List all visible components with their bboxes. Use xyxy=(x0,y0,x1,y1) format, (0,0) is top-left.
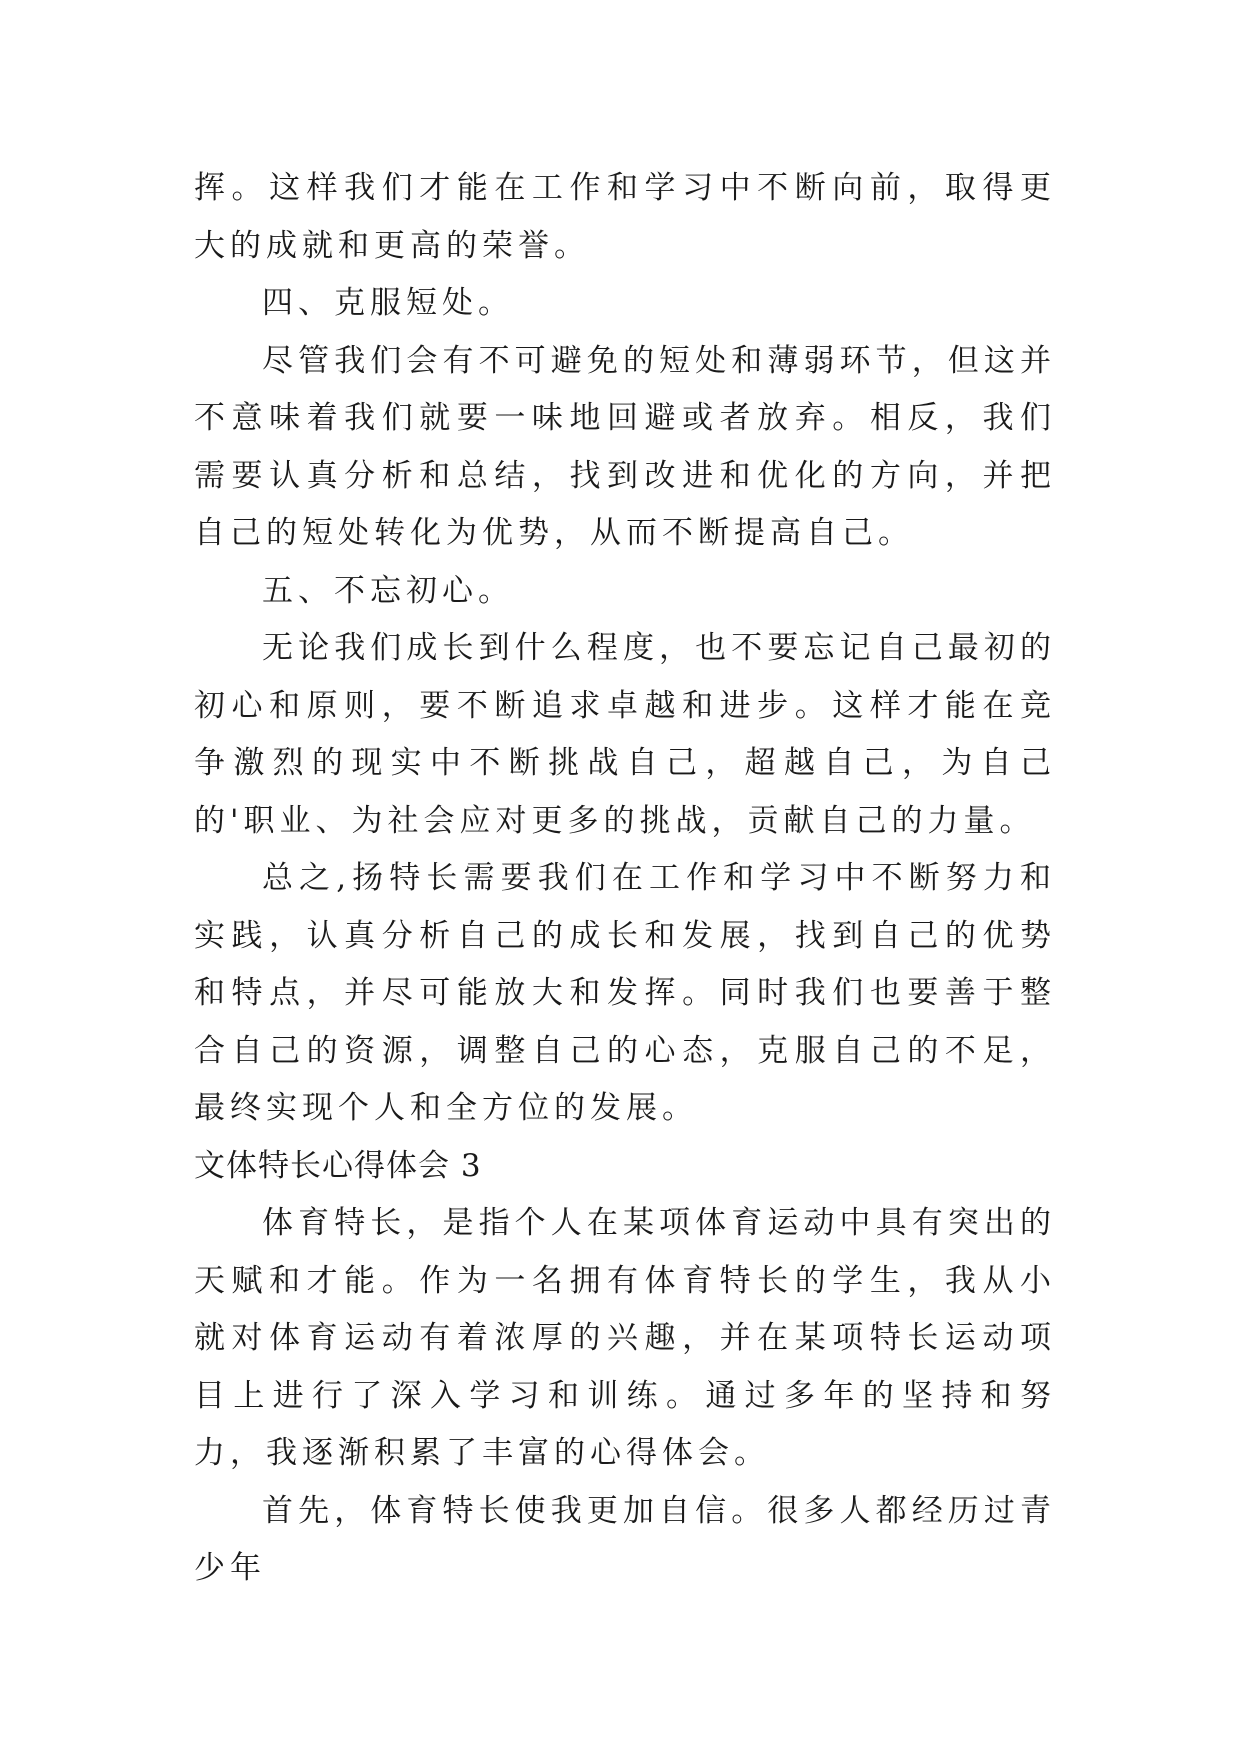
paragraph-overcome-weakness: 尽管我们会有不可避免的短处和薄弱环节，但这并不意味着我们就要一味地回避或者放弃。相反，我们需要认真分析和总结，找到改进和优化的方向，并把自己的短处转化为优势，从而不断提高自己。 xyxy=(194,342,1056,551)
document-body xyxy=(194,160,1056,1598)
paragraph-sports-talent-intro: 体育特长，是指个人在某项体育运动中具有突出的天赋和才能。作为一名拥有体育特长的学生，我从小就对体育运动有着浓厚的兴趣，并在某项特长运动项目上进行了深入学习和训练。通过多年的坚持和努力，我逐渐积累了丰富的心得体会。 xyxy=(194,1205,1056,1471)
paragraph-summary: 总之,扬特长需要我们在工作和学习中不断努力和实践，认真分析自己的成长和发展，找到自己的优势和特点，并尽可能放大和发挥。同时我们也要善于整合自己的资源，调整自己的心态，克服自己的不足，最终实现个人和全方位的发展。 xyxy=(194,860,1056,1126)
heading-point-four: 四、克服短处。 xyxy=(262,285,514,321)
section-title: 文体特长心得体会 3 xyxy=(194,1147,482,1184)
paragraph-original-aspiration: 无论我们成长到什么程度，也不要忘记自己最初的初心和原则，要不断追求卓越和进步。这样才能在竞争激烈的现实中不断挑战自己，超越自己，为自己的'职业、为社会应对更多的挑战，贡献自己的力量。 xyxy=(194,630,1056,839)
heading-point-five: 五、不忘初心。 xyxy=(262,572,514,609)
paragraph-continuation: 挥。这样我们才能在工作和学习中不断向前，取得更大的成就和更高的荣誉。 xyxy=(194,170,1056,264)
paragraph-sports-talent-confidence: 首先，体育特长使我更加自信。很多人都经历过青少年 xyxy=(194,1492,1056,1586)
